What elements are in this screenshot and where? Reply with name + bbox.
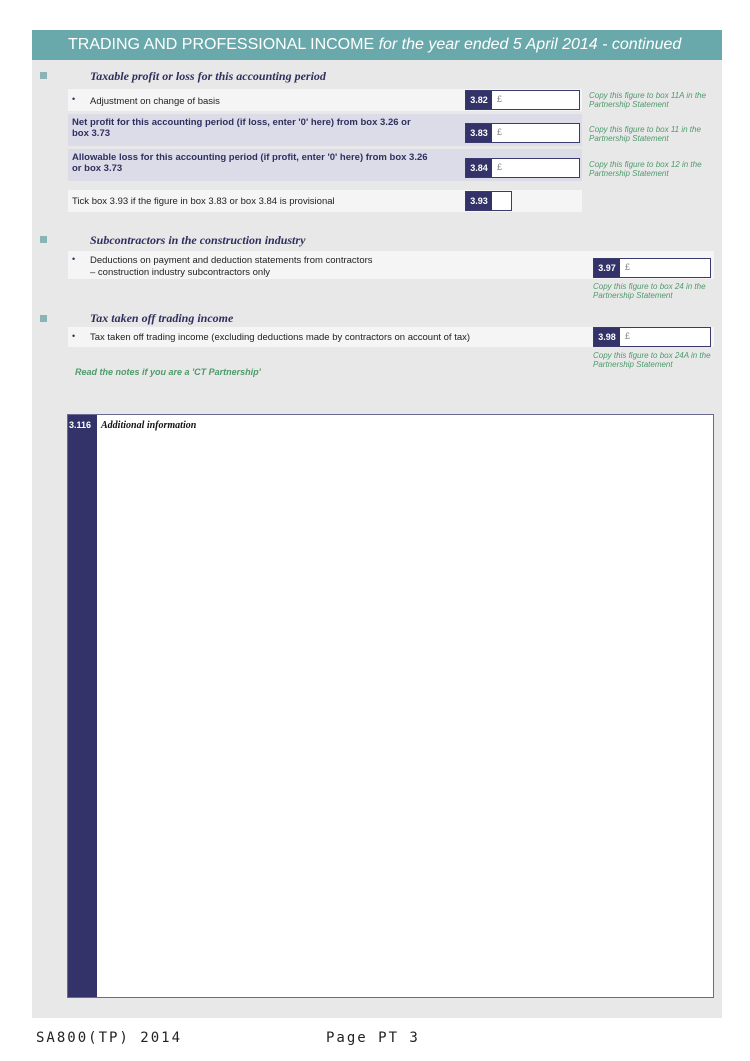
box-number-3-84: 3.84 bbox=[466, 159, 492, 177]
box-number-3-97: 3.97 bbox=[594, 259, 620, 277]
input-3-84[interactable] bbox=[465, 158, 580, 178]
bullet-icon: • bbox=[72, 94, 76, 104]
label-3-97-line1: Deductions on payment and deduction statements from contractors bbox=[90, 255, 373, 266]
input-3-82[interactable] bbox=[465, 90, 580, 110]
additional-info-strip bbox=[68, 415, 97, 997]
input-3-83[interactable] bbox=[465, 123, 580, 143]
ct-partnership-note: Read the notes if you are a 'CT Partnership' bbox=[75, 367, 261, 377]
note-3-84: Copy this figure to box 12 in the Partnership Statement bbox=[589, 160, 702, 178]
bullet-icon: • bbox=[72, 331, 76, 341]
header-title: TRADING AND PROFESSIONAL INCOME for the year ended 5 April 2014 - continued bbox=[68, 36, 682, 53]
section-title-tax-taken: Tax taken off trading income bbox=[90, 311, 234, 325]
box-number-3-93: 3.93 bbox=[466, 192, 492, 210]
footer-page-number: Page PT 3 bbox=[326, 1030, 420, 1046]
pound-icon: £ bbox=[497, 127, 503, 137]
label-3-97-line2: – construction industry subcontractors only bbox=[90, 267, 271, 278]
section-square-icon bbox=[40, 315, 47, 322]
pound-icon: £ bbox=[625, 262, 631, 272]
input-3-97[interactable] bbox=[593, 258, 711, 278]
additional-info-label: Additional information bbox=[101, 420, 197, 431]
box-number-3-116: 3.116 bbox=[69, 420, 92, 430]
label-3-83: Net profit for this accounting period (if loss, enter '0' here) from box 3.26 or box 3.73 bbox=[72, 117, 411, 139]
note-3-83: Copy this figure to box 11 in the Partnership Statement bbox=[589, 125, 701, 143]
box-number-3-82: 3.82 bbox=[466, 91, 492, 109]
section-title-taxable: Taxable profit or loss for this accounting period bbox=[90, 69, 326, 83]
box-number-3-98: 3.98 bbox=[594, 328, 620, 346]
note-3-98: Copy this figure to box 24A in the Partnership Statement bbox=[593, 351, 711, 369]
label-3-98: Tax taken off trading income (excluding deductions made by contractors on account of tax) bbox=[90, 332, 471, 343]
label-3-82: Adjustment on change of basis bbox=[90, 96, 220, 107]
additional-info-box[interactable] bbox=[67, 414, 714, 998]
pound-icon: £ bbox=[625, 331, 631, 341]
label-3-84: Allowable loss for this accounting period (if profit, enter '0' here) from box 3.26 or box 3.73 bbox=[72, 152, 428, 174]
section-square-icon bbox=[40, 72, 47, 79]
bullet-icon: • bbox=[72, 254, 76, 264]
pound-icon: £ bbox=[497, 94, 503, 104]
pound-icon: £ bbox=[497, 162, 503, 172]
section-header bbox=[32, 30, 722, 60]
footer-form-code: SA800(TP) 2014 bbox=[36, 1030, 183, 1046]
section-title-subcontractors: Subcontractors in the construction industry bbox=[90, 233, 306, 247]
input-3-98[interactable] bbox=[593, 327, 711, 347]
note-3-97: Copy this figure to box 24 in the Partnership Statement bbox=[593, 282, 706, 300]
section-square-icon bbox=[40, 236, 47, 243]
box-number-3-83: 3.83 bbox=[466, 124, 492, 142]
checkbox-3-93[interactable] bbox=[465, 191, 512, 211]
note-3-82: Copy this figure to box 11A in the Partnership Statement bbox=[589, 91, 706, 109]
label-3-93: Tick box 3.93 if the figure in box 3.83 or box 3.84 is provisional bbox=[72, 196, 335, 207]
